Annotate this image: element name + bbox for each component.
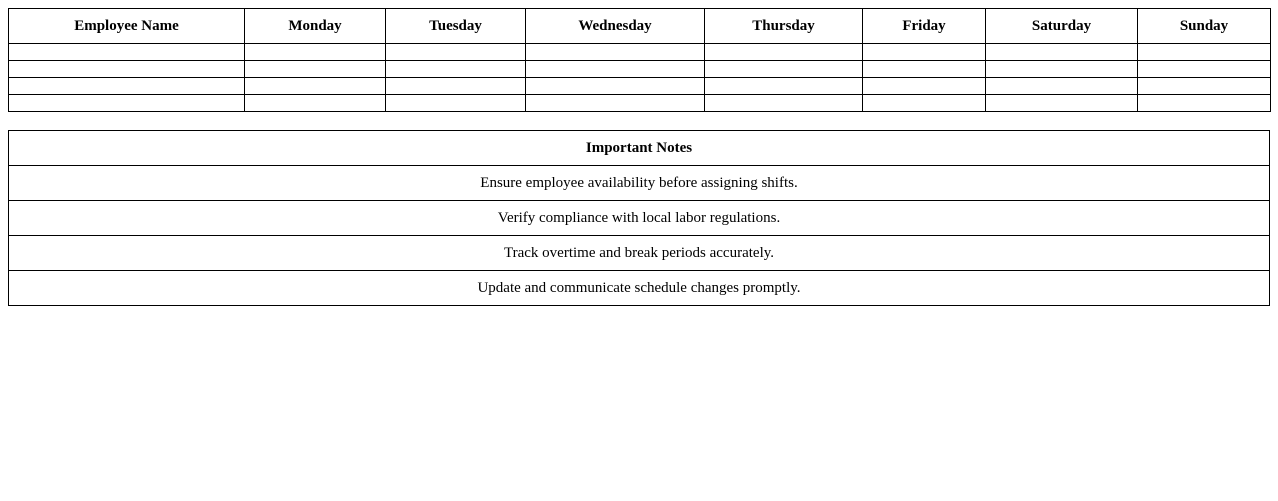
cell-wednesday[interactable] bbox=[526, 44, 705, 61]
header-saturday: Saturday bbox=[986, 9, 1138, 44]
cell-thursday[interactable] bbox=[705, 61, 863, 78]
header-monday: Monday bbox=[245, 9, 386, 44]
cell-tuesday[interactable] bbox=[386, 44, 526, 61]
cell-tuesday[interactable] bbox=[386, 61, 526, 78]
table-row bbox=[9, 78, 1271, 95]
cell-sunday[interactable] bbox=[1138, 95, 1271, 112]
note-text: Verify compliance with local labor regulations. bbox=[9, 201, 1270, 236]
cell-wednesday[interactable] bbox=[526, 78, 705, 95]
cell-employee-name[interactable] bbox=[9, 44, 245, 61]
list-item bbox=[9, 271, 1270, 306]
header-sunday: Sunday bbox=[1138, 9, 1271, 44]
cell-saturday[interactable] bbox=[986, 61, 1138, 78]
cell-monday[interactable] bbox=[245, 78, 386, 95]
cell-monday[interactable] bbox=[245, 44, 386, 61]
note-text: Track overtime and break periods accurately. bbox=[9, 236, 1270, 271]
table-row bbox=[9, 44, 1271, 61]
list-item bbox=[9, 236, 1270, 271]
list-item bbox=[9, 201, 1270, 236]
note-text: Ensure employee availability before assigning shifts. bbox=[9, 166, 1270, 201]
cell-thursday[interactable] bbox=[705, 44, 863, 61]
cell-friday[interactable] bbox=[863, 61, 986, 78]
table-row bbox=[9, 95, 1271, 112]
cell-tuesday[interactable] bbox=[386, 78, 526, 95]
cell-saturday[interactable] bbox=[986, 44, 1138, 61]
cell-friday[interactable] bbox=[863, 95, 986, 112]
cell-employee-name[interactable] bbox=[9, 95, 245, 112]
cell-employee-name[interactable] bbox=[9, 78, 245, 95]
notes-title: Important Notes bbox=[9, 131, 1270, 166]
cell-monday[interactable] bbox=[245, 61, 386, 78]
cell-monday[interactable] bbox=[245, 95, 386, 112]
notes-table bbox=[8, 130, 1270, 306]
cell-thursday[interactable] bbox=[705, 78, 863, 95]
schedule-table bbox=[8, 8, 1271, 112]
header-employee-name: Employee Name bbox=[9, 9, 245, 44]
notes-header-row bbox=[9, 131, 1270, 166]
cell-tuesday[interactable] bbox=[386, 95, 526, 112]
list-item bbox=[9, 166, 1270, 201]
cell-sunday[interactable] bbox=[1138, 78, 1271, 95]
cell-friday[interactable] bbox=[863, 44, 986, 61]
cell-sunday[interactable] bbox=[1138, 44, 1271, 61]
cell-employee-name[interactable] bbox=[9, 61, 245, 78]
table-row bbox=[9, 61, 1271, 78]
cell-saturday[interactable] bbox=[986, 95, 1138, 112]
note-text: Update and communicate schedule changes promptly. bbox=[9, 271, 1270, 306]
header-friday: Friday bbox=[863, 9, 986, 44]
header-tuesday: Tuesday bbox=[386, 9, 526, 44]
cell-friday[interactable] bbox=[863, 78, 986, 95]
header-thursday: Thursday bbox=[705, 9, 863, 44]
header-wednesday: Wednesday bbox=[526, 9, 705, 44]
cell-wednesday[interactable] bbox=[526, 95, 705, 112]
cell-sunday[interactable] bbox=[1138, 61, 1271, 78]
cell-thursday[interactable] bbox=[705, 95, 863, 112]
schedule-header-row bbox=[9, 9, 1271, 44]
cell-wednesday[interactable] bbox=[526, 61, 705, 78]
cell-saturday[interactable] bbox=[986, 78, 1138, 95]
